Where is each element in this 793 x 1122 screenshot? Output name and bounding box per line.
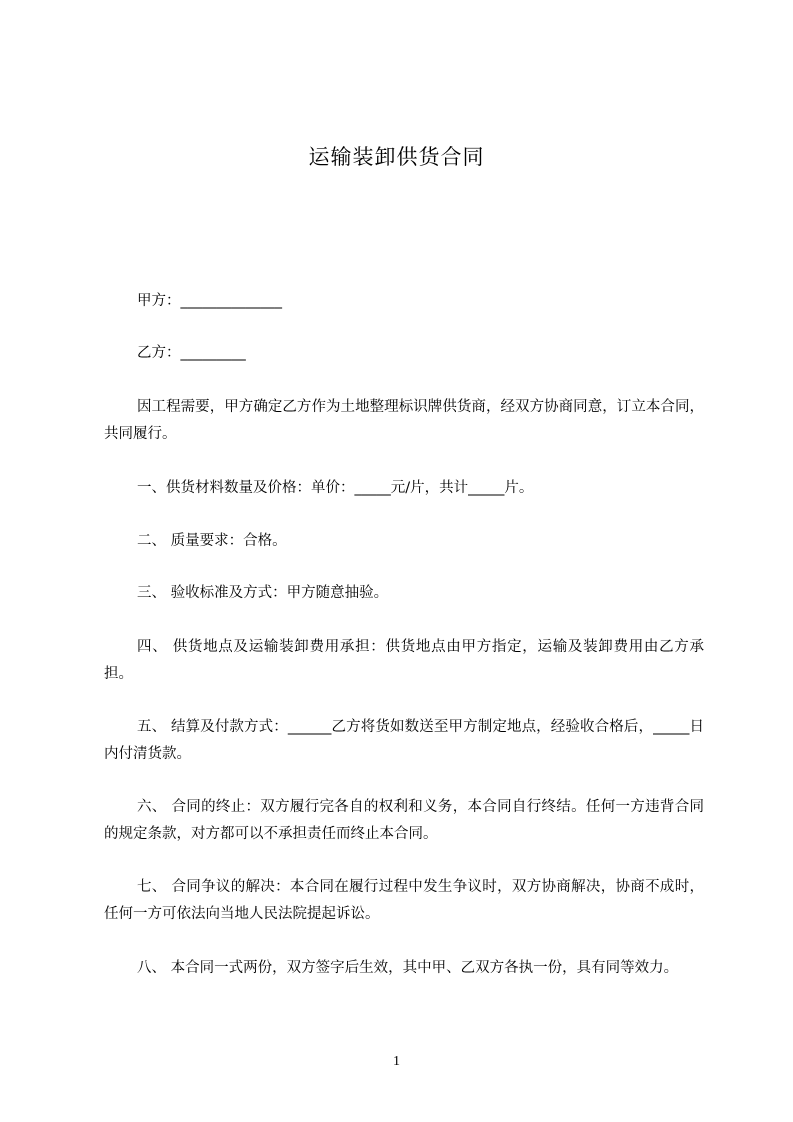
clause-5: 五、 结算及付款方式：______乙方将货如数送至甲方制定地点，经验收合格后，_____日内付清货款。: [104, 719, 704, 762]
document-title: 运输装卸供货合同: [308, 145, 485, 169]
clause-2: 二、 质量要求：合格。: [137, 533, 287, 549]
party-b-line: 乙方：_________: [137, 345, 246, 361]
clause-7: 七、 合同争议的解决：本合同在履行过程中发生争议时，双方协商解决，协商不成时，任何一方可依法向当地人民法院提起诉讼。: [104, 879, 704, 922]
clause-1: 一、供货材料数量及价格：单价：_____元/片，共计_____片。: [137, 480, 534, 496]
intro-paragraph: 因工程需要，甲方确定乙方作为土地整理标识牌供货商，经双方协商同意，订立本合同，共同履行。: [104, 399, 704, 442]
clause-6: 六、 合同的终止：双方履行完各自的权利和义务，本合同自行终结。任何一方违背合同的规定条款，对方都可以不承担责任而终止本合同。: [104, 799, 704, 842]
clause-8: 八、 本合同一式两份，双方签字后生效，其中甲、乙双方各执一份，具有同等效力。: [137, 960, 679, 976]
page-number: 1: [393, 1054, 400, 1069]
party-a-line: 甲方：______________: [137, 293, 282, 309]
clause-3: 三、 验收标准及方式：甲方随意抽验。: [137, 585, 389, 601]
clause-4: 四、 供货地点及运输装卸费用承担：供货地点由甲方指定，运输及装卸费用由乙方承担。: [104, 639, 704, 682]
